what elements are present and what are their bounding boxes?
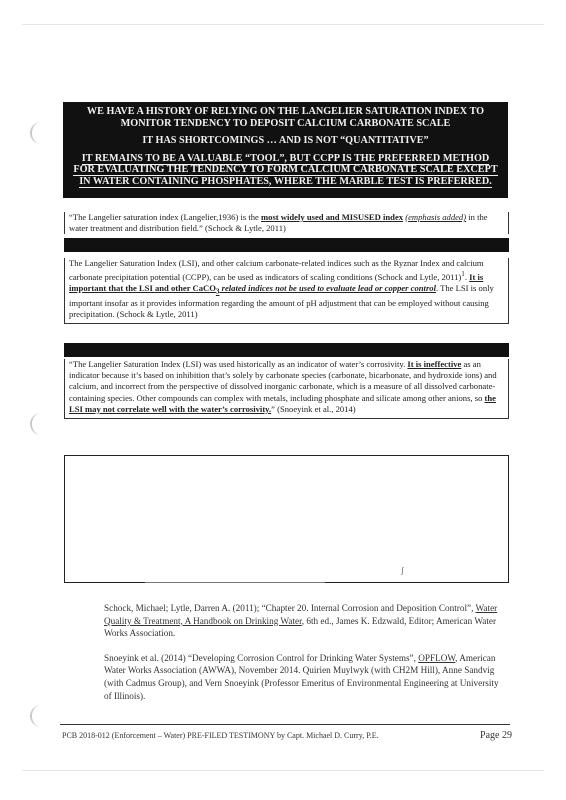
scan-edge-bottom xyxy=(22,770,544,771)
binder-hole xyxy=(30,413,42,435)
separator-bar xyxy=(64,238,509,252)
quote-snoeyink xyxy=(64,359,509,419)
banner-line-1: WE HAVE A HISTORY OF RELYING ON THE LANGELIER SATURATION INDEX TO MONITOR TENDENCY TO DEPOSIT CALCIUM CARBONATE SCALE xyxy=(86,106,485,129)
ref2-a: Snoeyink et al. (2014) “Developing Corrosion Control for Drinking Water Systems”, xyxy=(104,652,419,663)
ref1-title: Water Quality & Treatment, A Handbook on Drinking Water xyxy=(104,603,498,626)
ref2-c: , American Water Works Association (AWWA), November 2014. Quirien Muylwyk (with CH2M Hill), Anne Sandvig (with Cadmus Group), and Vern Snoeyink (Professor Emeritus of Environmental Engineering at University of Illinois). xyxy=(104,652,499,701)
ref1-c: , 6th ed., James K. Edzwald, Editor; American Water Works Association. xyxy=(104,615,497,639)
quote-schock-lytle-1 xyxy=(64,212,509,234)
scan-edge-top xyxy=(22,24,544,25)
binder-hole xyxy=(30,122,42,144)
quote2-text-e: . The LSI is only important insofar as it provides information regarding the amount of pH adjustment that can be employed without causing precipitation. (Schock & Lytle, 2011) xyxy=(69,283,494,320)
box-rule xyxy=(145,582,325,583)
quote1-emphasis: most widely used and MISUSED index xyxy=(261,212,404,222)
box-mark: ʃ xyxy=(401,566,404,575)
reference-schock-lytle xyxy=(104,602,504,640)
quote1-text-a: “The Langelier saturation index (Langelier,1936) is the xyxy=(69,212,261,222)
summary-banner xyxy=(63,102,508,198)
quote1-emphasis-note: (emphasis added) xyxy=(405,212,467,222)
ref2-journal: OPFLOW xyxy=(418,652,456,663)
banner-line-2: IT HAS SHORTCOMINGS … AND IS NOT “QUANTITATIVE” xyxy=(142,135,429,146)
quote2-emphasis-1: It is important that the LSI and other CaCO xyxy=(69,272,484,294)
banner-line-3 xyxy=(73,153,498,188)
page-number: Page 29 xyxy=(480,730,512,741)
quote-schock-lytle-2 xyxy=(64,258,509,324)
quote2-subscript: 3 xyxy=(215,287,220,296)
quote3-text-a: “The Langelier Saturation Index (LSI) was used historically as an indicator of water’s corrosivity. xyxy=(69,359,408,369)
quote3-text-e: ” (Snoeyink et al., 2014) xyxy=(271,403,356,414)
quote2-emphasis-2: related indices not be used to evaluate lead or copper control xyxy=(219,283,436,294)
quote3-emphasis-2: the LSI may not correlate well with the water’s corrosivity. xyxy=(69,392,496,414)
quote2-text-b: . xyxy=(464,272,470,283)
quote3-text-c: as an indicator because it’s based on inhibition that’s solely by carbonate species (carbonate, bicarbonate, and hydroxide ions) and calcium, and incorrect from the perspective of dissolved inorganic carbonate, which is a measure of all dissolved carbonate-containing species. Other compounds can complex with metals, including phosphate and silicate among other anions, so xyxy=(69,359,497,403)
binder-hole xyxy=(30,705,42,727)
blank-figure-box xyxy=(64,455,509,583)
ref1-a: Schock, Michael; Lytle, Darren A. (2011); “Chapter 20. Internal Corrosion and Deposition Control”, xyxy=(104,603,476,613)
quote1-text-d: in the water treatment and distribution field.” (Schock & Lytle, 2011) xyxy=(69,212,488,234)
reference-snoeyink xyxy=(104,652,504,702)
quote3-emphasis-1: It is ineffective xyxy=(407,359,462,369)
footer-rule xyxy=(60,724,510,725)
separator-bar xyxy=(64,343,509,357)
quote2-text-a: The Langelier Saturation Index (LSI), and other calcium carbonate-related indices such as the Ryznar Index and calcium carbonate precipitation potential (CCPP), can be used as indicators of scaling conditions (Schock and Lytle, 2011) xyxy=(69,258,484,283)
references xyxy=(104,602,504,714)
footer-text: PCB 2018-012 (Enforcement – Water) PRE-FILED TESTIMONY by Capt. Michael D. Curry, P.E. xyxy=(62,731,379,740)
banner-line-3-text: IT REMAINS TO BE A VALUABLE “TOOL”, BUT CCPP IS THE PREFERRED METHOD FOR EVALUATING THE TENDENCY TO FORM CALCIUM CARBONATE SCALE EXCEPT IN WATER CONTAINING PHOSPHATES, WHERE THE MARBLE TEST IS PREFERRED. xyxy=(73,152,498,187)
quote2-footnote: 1 xyxy=(461,270,465,279)
page-footer xyxy=(62,731,512,740)
